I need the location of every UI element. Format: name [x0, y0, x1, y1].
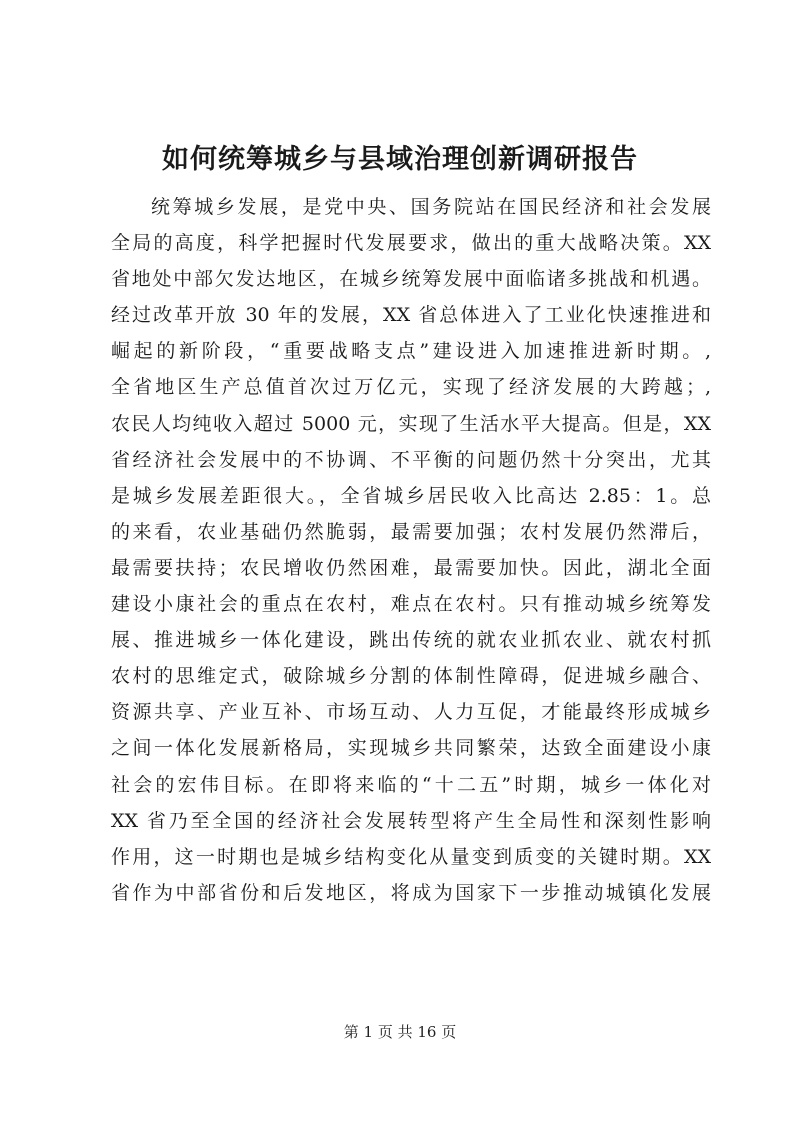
text-line: 农民人均纯收入超过 5000 元，实现了生活水平大提高。但是，XX: [111, 412, 711, 435]
text-line: 资源共享、产业互补、市场互动、人力互促，才能最终形成城乡: [111, 701, 711, 724]
text-line: 之间一体化发展新格局，实现城乡共同繁荣，达致全面建设小康: [111, 737, 711, 760]
text-line: 统筹城乡发展，是党中央、国务院站在国民经济和社会发展: [151, 196, 711, 218]
text-line: 省经济社会发展中的不协调、不平衡的问题仍然十分突出，尤其: [111, 448, 711, 471]
text-line: 省作为中部省份和后发地区，将成为国家下一步推动城镇化发展: [111, 881, 711, 904]
text-line: 崛起的新阶段，“重要战略支点”建设进入加速推进新时期。,: [111, 340, 711, 363]
text-line: 是城乡发展差距很大。，全省城乡居民收入比高达 2.85：1。总: [111, 484, 711, 507]
text-line: 展、推进城乡一体化建设，跳出传统的就农业抓农业、就农村抓: [111, 629, 711, 652]
document-title: 如何统筹城乡与县域治理创新调研报告: [162, 144, 638, 175]
text-line: 省地处中部欠发达地区，在城乡统筹发展中面临诸多挑战和机遇。: [111, 268, 711, 291]
text-line: 全局的高度，科学把握时代发展要求，做出的重大战略决策。XX: [111, 232, 711, 255]
page-number-footer: 第 1 页 共 16 页: [343, 1023, 457, 1041]
text-line: XX 省乃至全国的经济社会发展转型将产生全局性和深刻性影响: [111, 809, 711, 832]
text-line: 全省地区生产总值首次过万亿元，实现了经济发展的大跨越；,: [111, 376, 711, 399]
text-line: 社会的宏伟目标。在即将来临的“十二五”时期，城乡一体化对: [111, 773, 711, 796]
text-line: 最需要扶持；农民增收仍然困难，最需要加快。因此，湖北全面: [111, 556, 711, 579]
text-line: 的来看，农业基础仍然脆弱，最需要加强；农村发展仍然滞后，: [111, 520, 711, 543]
text-line: 经过改革开放 30 年的发展，XX 省总体进入了工业化快速推进和: [111, 304, 711, 327]
text-line: 农村的思维定式，破除城乡分割的体制性障碍，促进城乡融合、: [111, 665, 711, 688]
document-body: [111, 189, 711, 911]
text-line: 建设小康社会的重点在农村，难点在农村。只有推动城乡统筹发: [111, 593, 711, 616]
text-line: 作用，这一时期也是城乡结构变化从量变到质变的关键时期。XX: [111, 845, 711, 868]
